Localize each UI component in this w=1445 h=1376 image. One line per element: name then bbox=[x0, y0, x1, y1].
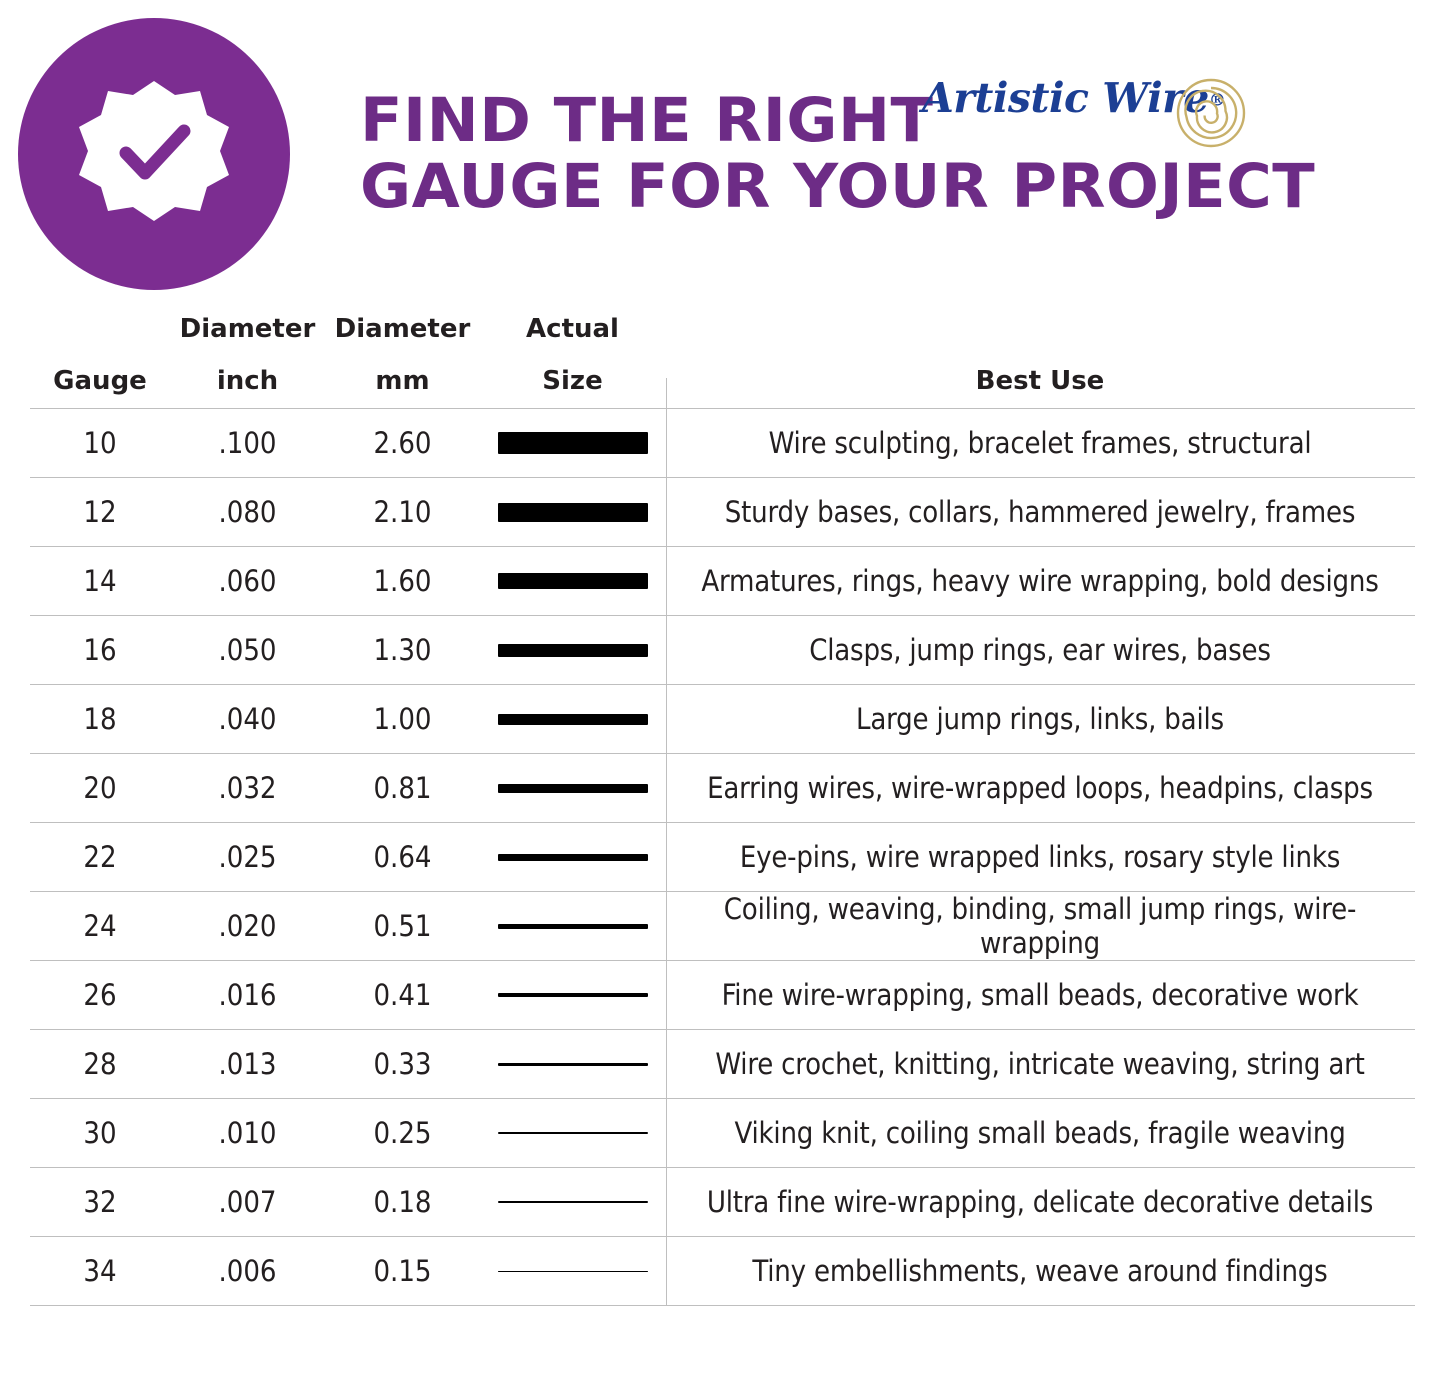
cell-best-use: Large jump rings, links, bails bbox=[665, 685, 1415, 754]
table-row bbox=[30, 616, 1415, 685]
header-blank-1 bbox=[30, 300, 170, 348]
cell-gauge: 12 bbox=[30, 478, 170, 547]
cell-diameter-mm: 0.51 bbox=[325, 892, 480, 961]
table-row bbox=[30, 754, 1415, 823]
wire-thickness-bar bbox=[498, 1271, 648, 1272]
wire-thickness-bar bbox=[498, 1201, 648, 1203]
table-header-bottom-row bbox=[30, 348, 1415, 409]
cell-diameter-inch: .025 bbox=[170, 823, 325, 892]
cell-actual-size bbox=[480, 478, 665, 547]
cell-best-use: Wire crochet, knitting, intricate weaving, string art bbox=[665, 1030, 1415, 1099]
cell-best-use: Viking knit, coiling small beads, fragile weaving bbox=[665, 1099, 1415, 1168]
cell-gauge: 34 bbox=[30, 1237, 170, 1306]
table-row bbox=[30, 547, 1415, 616]
cell-actual-size bbox=[480, 892, 665, 961]
cell-actual-size bbox=[480, 823, 665, 892]
cell-diameter-inch: .013 bbox=[170, 1030, 325, 1099]
cell-gauge: 26 bbox=[30, 961, 170, 1030]
gauge-table bbox=[30, 300, 1415, 1306]
cell-gauge: 30 bbox=[30, 1099, 170, 1168]
header-best-use: Best Use bbox=[975, 366, 1105, 396]
page-header bbox=[0, 0, 1445, 300]
cell-diameter-inch: .040 bbox=[170, 685, 325, 754]
wire-thickness-bar bbox=[498, 924, 648, 929]
table-row bbox=[30, 1099, 1415, 1168]
wire-thickness-bar bbox=[498, 854, 648, 861]
table-row bbox=[30, 685, 1415, 754]
wire-thickness-bar bbox=[498, 432, 648, 454]
table-row bbox=[30, 1237, 1415, 1306]
brand-logo bbox=[922, 74, 1242, 144]
cell-diameter-mm: 0.25 bbox=[325, 1099, 480, 1168]
cell-diameter-inch: .006 bbox=[170, 1237, 325, 1306]
cell-gauge: 16 bbox=[30, 616, 170, 685]
header-actual-size-top: Actual bbox=[526, 314, 619, 344]
cell-best-use: Earring wires, wire-wrapped loops, headpins, clasps bbox=[665, 754, 1415, 823]
cell-diameter-mm: 0.41 bbox=[325, 961, 480, 1030]
cell-gauge: 32 bbox=[30, 1168, 170, 1237]
cell-diameter-inch: .020 bbox=[170, 892, 325, 961]
cell-diameter-inch: .080 bbox=[170, 478, 325, 547]
cell-actual-size bbox=[480, 685, 665, 754]
wire-thickness-bar bbox=[498, 644, 648, 657]
cell-gauge: 20 bbox=[30, 754, 170, 823]
cell-best-use: Eye-pins, wire wrapped links, rosary style links bbox=[665, 823, 1415, 892]
page-title-line-1: FIND THE RIGHT bbox=[360, 85, 934, 156]
cell-diameter-mm: 1.00 bbox=[325, 685, 480, 754]
cell-gauge: 24 bbox=[30, 892, 170, 961]
page-title-line-2: GAUGE FOR YOUR PROJECT bbox=[360, 150, 1316, 222]
gauge-table-container bbox=[30, 300, 1415, 1306]
cell-diameter-mm: 0.33 bbox=[325, 1030, 480, 1099]
cell-diameter-mm: 2.60 bbox=[325, 409, 480, 478]
cell-actual-size bbox=[480, 1030, 665, 1099]
wire-thickness-bar bbox=[498, 1132, 648, 1134]
wire-thickness-bar bbox=[498, 503, 648, 522]
cell-best-use: Tiny embellishments, weave around findings bbox=[665, 1237, 1415, 1306]
header-blank-2 bbox=[665, 300, 1415, 348]
cell-best-use: Clasps, jump rings, ear wires, bases bbox=[665, 616, 1415, 685]
cell-gauge: 22 bbox=[30, 823, 170, 892]
title-block bbox=[360, 74, 1420, 222]
cell-diameter-inch: .060 bbox=[170, 547, 325, 616]
header-inch: inch bbox=[216, 366, 279, 396]
cell-diameter-inch: .050 bbox=[170, 616, 325, 685]
cell-diameter-inch: .100 bbox=[170, 409, 325, 478]
table-row bbox=[30, 892, 1415, 961]
cell-best-use: Wire sculpting, bracelet frames, structural bbox=[665, 409, 1415, 478]
cell-best-use: Sturdy bases, collars, hammered jewelry, frames bbox=[665, 478, 1415, 547]
table-body bbox=[30, 409, 1415, 1306]
cell-diameter-inch: .032 bbox=[170, 754, 325, 823]
cell-actual-size bbox=[480, 409, 665, 478]
cell-diameter-mm: 0.81 bbox=[325, 754, 480, 823]
cell-diameter-inch: .016 bbox=[170, 961, 325, 1030]
cell-actual-size bbox=[480, 754, 665, 823]
header-mm: mm bbox=[375, 366, 430, 396]
cell-actual-size bbox=[480, 616, 665, 685]
header-gauge: Gauge bbox=[53, 366, 147, 396]
header-diameter-inch-top: Diameter bbox=[179, 314, 316, 344]
cell-best-use: Ultra fine wire-wrapping, delicate decorative details bbox=[665, 1168, 1415, 1237]
cell-actual-size bbox=[480, 547, 665, 616]
cell-gauge: 14 bbox=[30, 547, 170, 616]
table-header-top-row bbox=[30, 300, 1415, 348]
cell-diameter-mm: 2.10 bbox=[325, 478, 480, 547]
wire-thickness-bar bbox=[498, 573, 648, 589]
header-size: Size bbox=[542, 366, 603, 396]
badge-logo bbox=[18, 18, 290, 290]
checkmark-starburst-icon bbox=[79, 79, 229, 229]
table-row bbox=[30, 1168, 1415, 1237]
cell-best-use: Fine wire-wrapping, small beads, decorative work bbox=[665, 961, 1415, 1030]
wire-thickness-bar bbox=[498, 993, 648, 997]
cell-actual-size bbox=[480, 1099, 665, 1168]
cell-best-use: Armatures, rings, heavy wire wrapping, bold designs bbox=[665, 547, 1415, 616]
wire-thickness-bar bbox=[498, 714, 648, 725]
table-row bbox=[30, 478, 1415, 547]
table-row bbox=[30, 409, 1415, 478]
wire-thickness-bar bbox=[498, 1063, 648, 1066]
cell-actual-size bbox=[480, 1168, 665, 1237]
cell-gauge: 28 bbox=[30, 1030, 170, 1099]
cell-diameter-mm: 0.64 bbox=[325, 823, 480, 892]
cell-gauge: 10 bbox=[30, 409, 170, 478]
table-row bbox=[30, 1030, 1415, 1099]
badge-circle bbox=[18, 18, 290, 290]
column-divider bbox=[666, 378, 667, 1306]
table-row bbox=[30, 961, 1415, 1030]
wire-thickness-bar bbox=[498, 784, 648, 793]
cell-diameter-mm: 0.18 bbox=[325, 1168, 480, 1237]
cell-diameter-mm: 1.30 bbox=[325, 616, 480, 685]
cell-diameter-inch: .007 bbox=[170, 1168, 325, 1237]
cell-actual-size bbox=[480, 961, 665, 1030]
cell-diameter-inch: .010 bbox=[170, 1099, 325, 1168]
header-diameter-mm-top: Diameter bbox=[334, 314, 471, 344]
cell-diameter-mm: 1.60 bbox=[325, 547, 480, 616]
cell-diameter-mm: 0.15 bbox=[325, 1237, 480, 1306]
cell-gauge: 18 bbox=[30, 685, 170, 754]
brand-registered-mark: ® bbox=[1208, 90, 1226, 111]
brand-name: Artistic Wire bbox=[922, 74, 1209, 122]
cell-actual-size bbox=[480, 1237, 665, 1306]
spiral-icon bbox=[1174, 76, 1248, 150]
cell-best-use: Coiling, weaving, binding, small jump rings, wire-wrapping bbox=[665, 892, 1415, 961]
table-row bbox=[30, 823, 1415, 892]
